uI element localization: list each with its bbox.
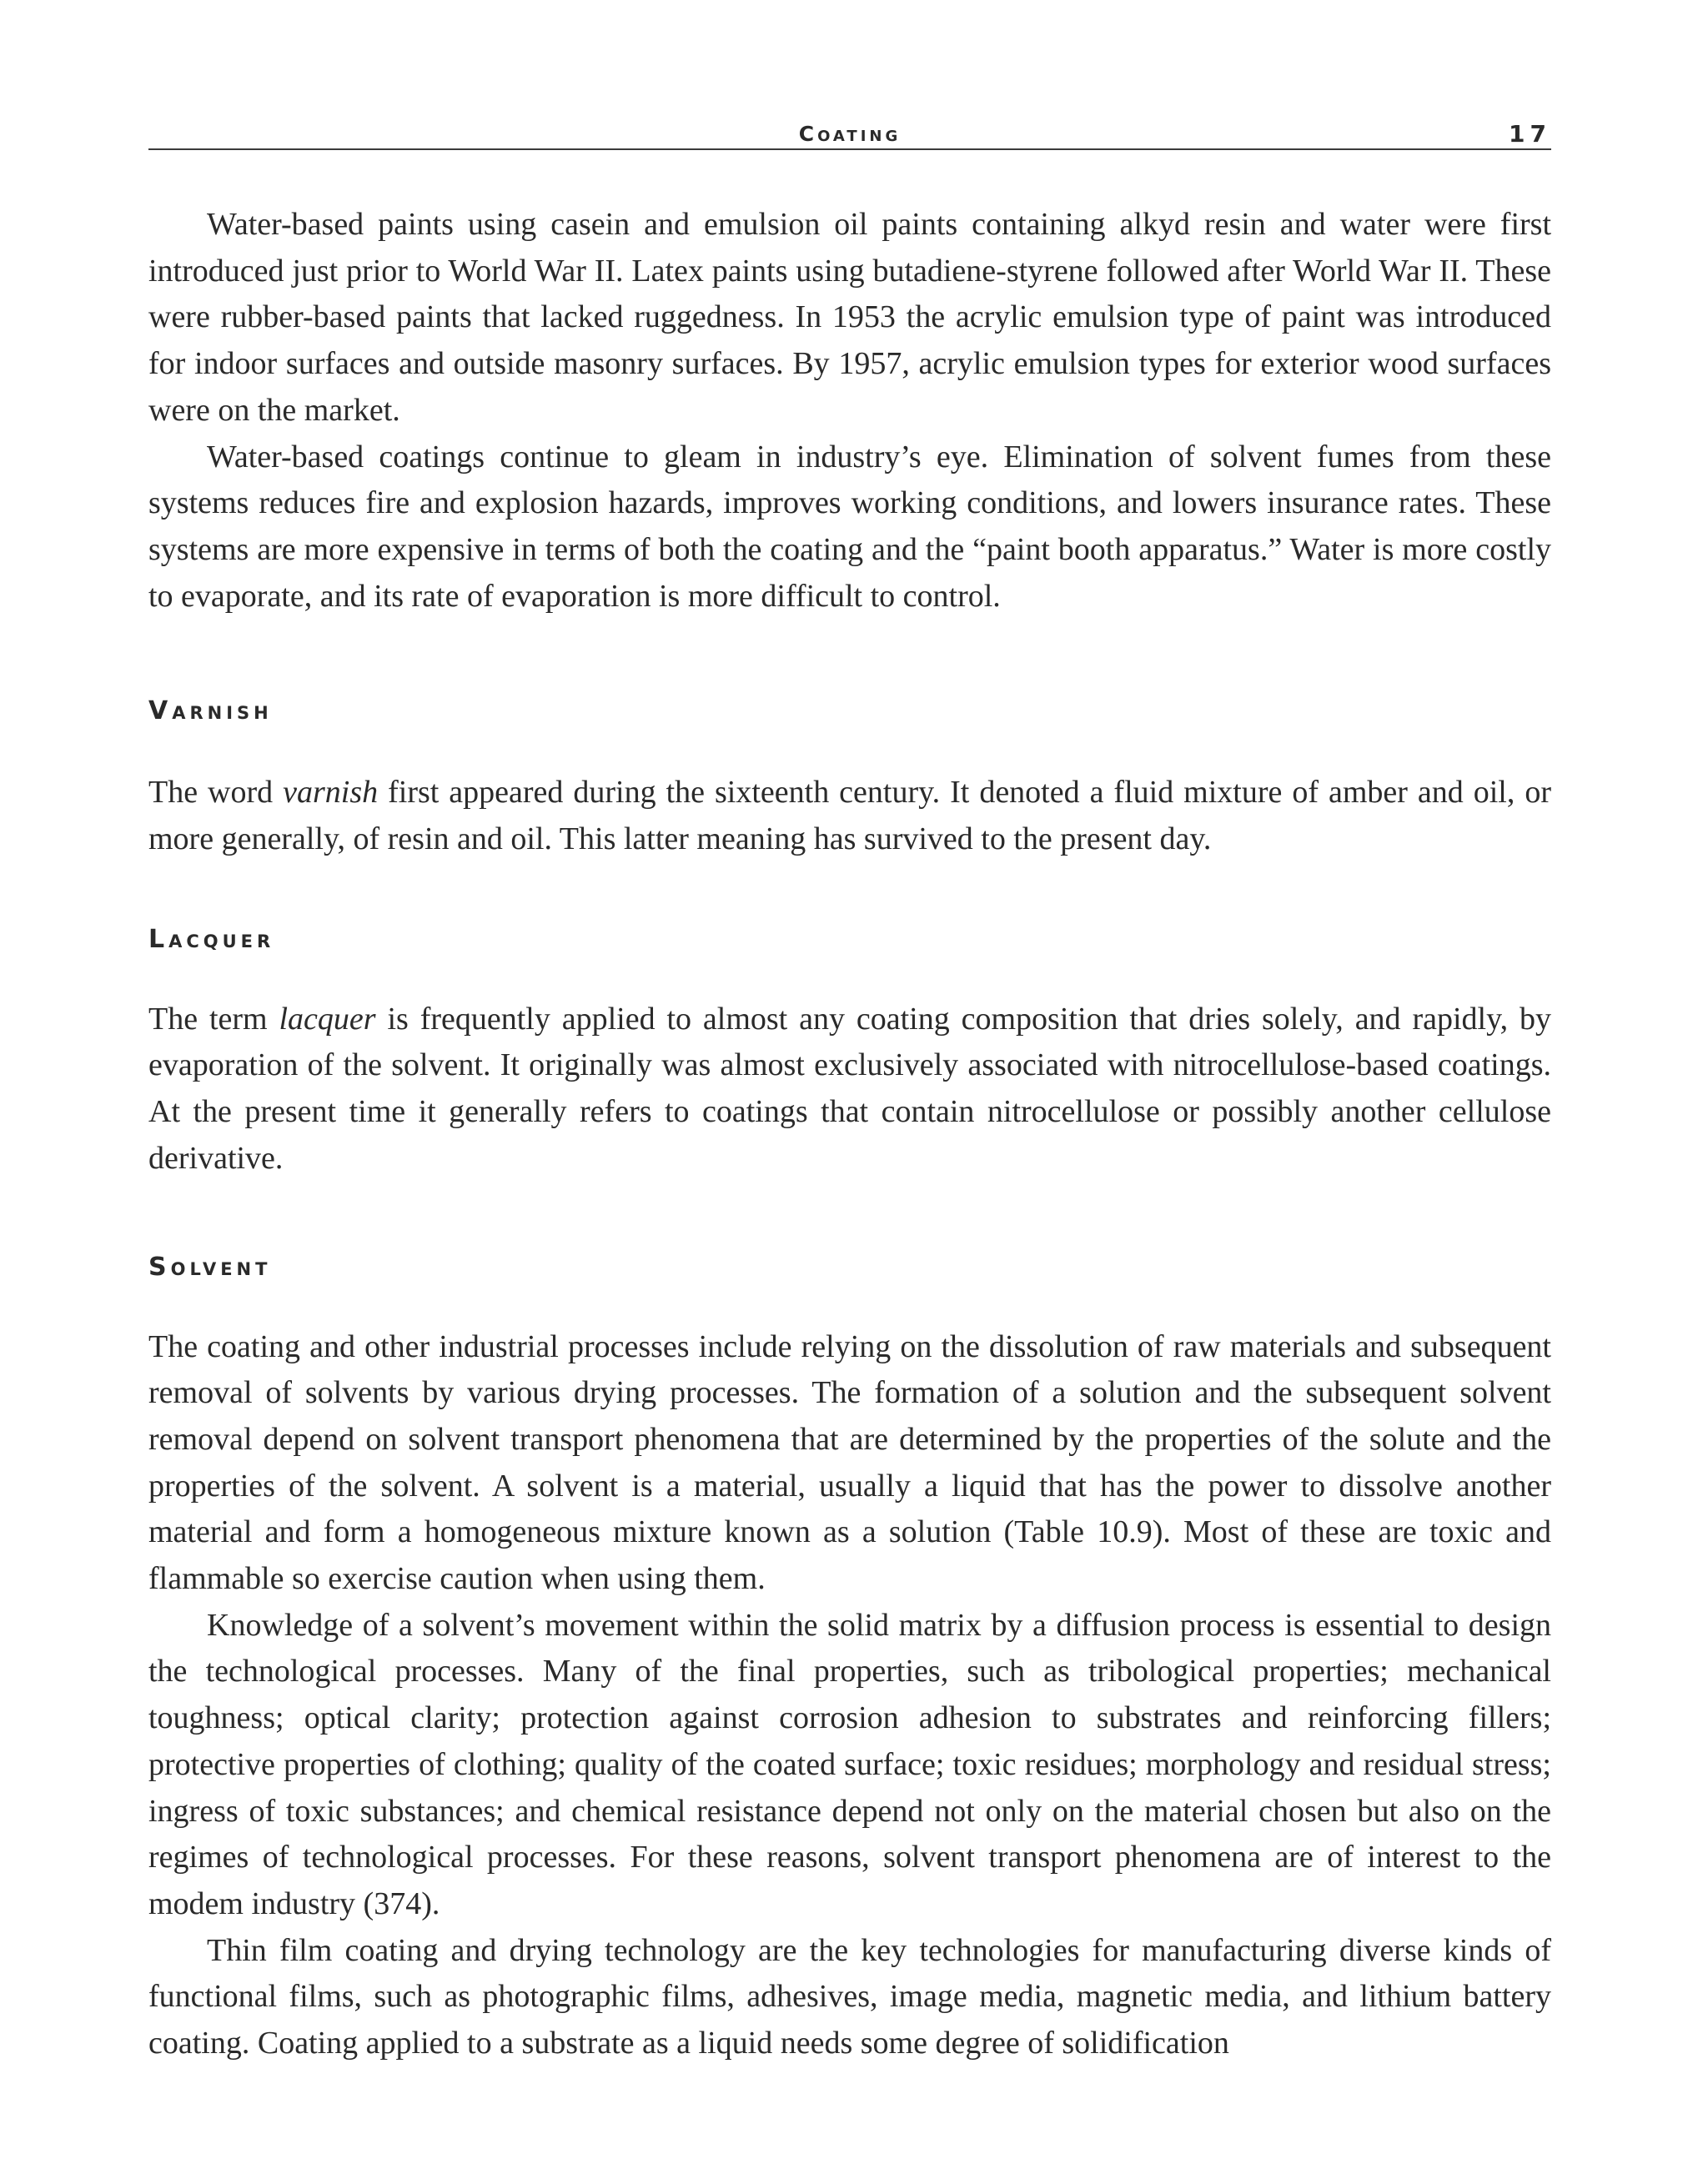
lacquer-text-end: is frequently applied to almost any coating composition that dries solely, and rapidly, by evaporation of the solvent. It originally was almost exclusively associated with nitrocellulose-based coatings. At the present time it generally refers to coatings that contain nitrocellulose or possibly another cellulose derivative.: [148, 1001, 1551, 1176]
varnish-heading: Varnish: [148, 696, 273, 726]
solvent-paragraph-2: Knowledge of a solvent’s movement within the solid matrix by a diffusion process is essential to design the technological processes. Many of the final properties, such as tribological properties; mechanical toughness; optical clarity; protection against corrosion adhesion to substrates and reinforcing fillers; protective properties of clothing; quality of the coated surface; toxic residues; morphology and residual stress; ingress of toxic substances; and chemical resistance depend not only on the material chosen but also on the regimes of technological processes. For these reasons, solvent transport phenomena are of interest to the modem industry (374).: [148, 1607, 1551, 1921]
intro-paragraph-2: Water-based coatings continue to gleam in industry’s eye. Elimination of solvent fumes from these systems reduces fire and explosion hazards, improves working conditions, and lowers insurance rates. These systems are more expensive in terms of both the coating and the “paint booth apparatus.” Water is more costly to evaporate, and its rate of evaporation is more difficult to control.: [148, 439, 1551, 614]
varnish-term: varnish: [283, 775, 379, 811]
lacquer-term: lacquer: [279, 1001, 376, 1037]
solvent-heading: Solvent: [148, 1252, 272, 1282]
body-text: [148, 202, 1551, 2067]
lacquer-paragraph: [148, 997, 1551, 1182]
running-header: [148, 115, 1551, 150]
running-title: Coating: [798, 122, 902, 146]
page-number: 17: [1509, 120, 1551, 148]
varnish-text-end: first appeared during the sixteenth century. It denoted a fluid mixture of amber and oil, or more generally, of resin and oil. This latter meaning has survived to the present day.: [148, 775, 1551, 857]
varnish-text-start: The word: [148, 775, 284, 811]
intro-paragraph-1: Water-based paints using casein and emulsion oil paints containing alkyd resin and water were first introduced just prior to World War II. Latex paints using butadiene-styrene followed after World War II. These were rubber-based paints that lacked ruggedness. In 1953 the acrylic emulsion type of paint was introduced for indoor surfaces and outside masonry surfaces. By 1957, acrylic emulsion types for exterior wood surfaces were on the market.: [148, 207, 1551, 428]
lacquer-text-start: The term: [148, 1001, 279, 1037]
lacquer-heading: Lacquer: [148, 924, 275, 954]
solvent-paragraph-1: The coating and other industrial processes include relying on the dissolution of raw materials and subsequent removal of solvents by various drying processes. The formation of a solution and the subsequent solvent removal depend on solvent transport phenomena that are determined by the properties of the solute and the properties of the solvent. A solvent is a material, usually a liquid that has the power to dissolve another material and form a homogeneous mixture known as a solution (Table 10.9). Most of these are toxic and flammable so exercise caution when using them.: [148, 1328, 1551, 1597]
solvent-paragraph-3: Thin film coating and drying technology are the key technologies for manufacturing diverse kinds of functional films, such as photographic films, adhesives, image media, magnetic media, and lithium battery coating. Coating applied to a substrate as a liquid needs some degree of solidification: [148, 1932, 1551, 2061]
varnish-paragraph: [148, 770, 1551, 862]
